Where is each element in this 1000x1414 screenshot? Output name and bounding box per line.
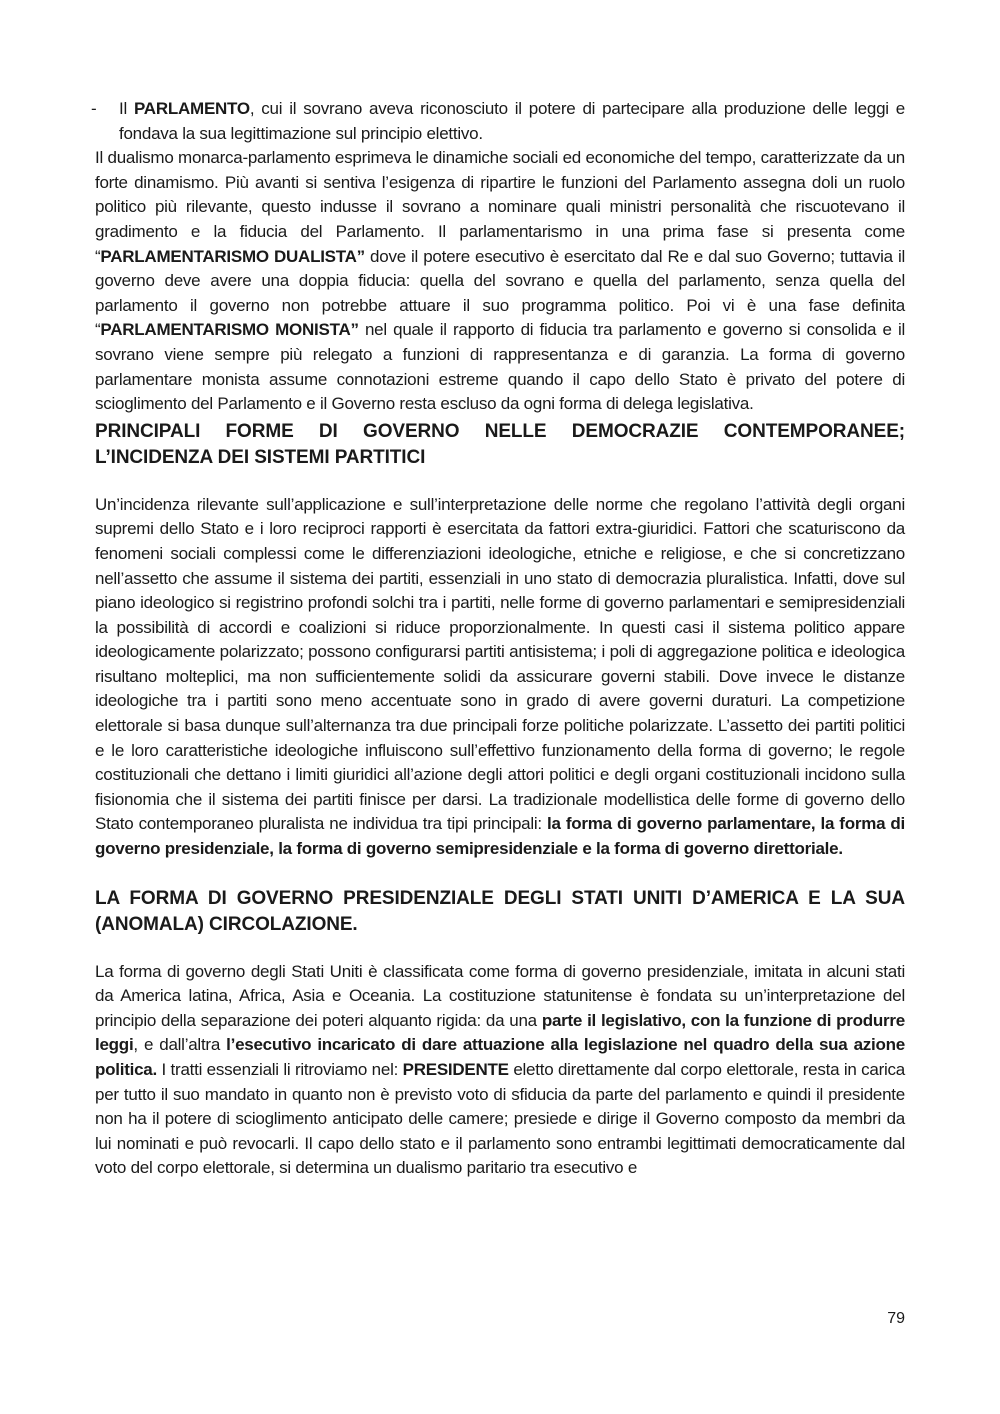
emphasis-esecutivo: l’esecutivo incaricato di dare attuazione alla legislazione nel quadro della sua azione politica. [95, 1035, 905, 1079]
text-run: Un’incidenza rilevante sull’applicazione e sull’interpretazione delle norme che regolano l’attività degli organi supremi dello Stato e i loro reciproci rapporti è esercitata da fattori extra-giuridici. Fattori che scaturiscono da fenomeni sociali complessi come le differenziazioni ideologiche, etniche e religiose, e che si concretizzano nell’assetto che assume il sistema dei partiti, essenziali in uno stato di democrazia pluralistica. Infatti, dove sul piano ideologico si registrino profondi solchi tra i partiti, nelle forme di governo parlamentari e semipresidenziali la possibilità di accordi e coalizioni si riduce proporzionalmente. In questi casi il sistema politico appare ideologicamente polarizzato; possono configurarsi partiti antisistema; i poli di aggregazione politica e ideologica risultano molteplici, ma non sufficientemente solidi da assicurare governi stabili. Dove invece le distanze ideologiche tra i partiti sono meno accentuate sono in grado di avere governi duraturi. La competizione elettorale si basa dunque sull’alternanza tra due principali forze politiche polarizzate. L’assetto dei partiti politici e le loro caratteristiche ideologiche influiscono sull’effettivo funzionamento della forma di governo; le regole costituzionali che dettano i limiti giuridici all’azione degli attori politici e degli organi costituzionali incidono sulla fisionomia che il sistema dei partiti finisce per darsi. La tradizionale modellistica delle forme di governo dello Stato contemporaneo pluralista ne individua tra tipi principali: [95, 494, 905, 834]
term-presidente: PRESIDENTE [402, 1060, 509, 1079]
page-number: 79 [887, 1310, 905, 1327]
term-parlamentarismo-dualista: PARLAMENTARISMO DUALISTA” [100, 246, 365, 266]
text-run: nel quale il rapporto di fiducia tra parlamento e governo si consolida e il sovrano viene sempre più relegato a funzioni di rappresentanza e di garanzia. La forma di governo parlamentare monista assume connotazioni estreme quando il capo dello Stato è privato del potere di scioglimento del Parlamento e il Governo resta escluso da ogni forma di delega legislativa. [95, 320, 905, 414]
list-item-text: , cui il sovrano aveva riconosciuto il potere di partecipare alla produzione delle leggi e fondava la sua legittimazione sul principio elettivo. [119, 99, 905, 143]
term-parlamento: PARLAMENTO [133, 99, 250, 118]
paragraph-forma-presidenziale [95, 960, 905, 1181]
heading-sistemi-partitici: PRINCIPALI FORME DI GOVERNO NELLE DEMOCRAZIE CONTEMPORANEE; L’INCIDENZA DEI SISTEMI PARTITICI [95, 420, 905, 468]
text-run: eletto direttamente dal corpo elettorale, resta in carica per tutto il suo mandato in quanto non è previsto voto di sfiducia da parte del parlamento e quindi il presidente non ha il potere di scioglimento anticipato delle camere; presiede e dirige il Governo composto da membri da lui nominati e può revocarli. Il capo dello stato e il parlamento sono entrambi legittimati democraticamente dal voto del corpo elettorale, si determina un dualismo paritario tra esecutivo e [95, 1060, 905, 1178]
heading-forma-presidenziale: LA FORMA DI GOVERNO PRESIDENZIALE DEGLI STATI UNITI D’AMERICA E LA SUA (ANOMALA) CIRCOLAZIONE. [95, 887, 905, 935]
text-run: Il dualismo monarca-parlamento esprimeva le dinamiche sociali ed economiche del tempo, caratterizzate da un forte dinamismo. Più avanti si sentiva l’esigenza di ripartire le funzioni del Parlamento assegna doli un ruolo politico più rilevante, questo indusse il sovrano a nominare quali ministri personalità che riscuotevano il gradimento e la fiducia del Parlamento. Il parlamentarismo in una prima fase si presenta come “ [95, 148, 905, 266]
list-item-parlamento [91, 97, 905, 146]
text-run: I tratti essenziali li ritroviamo nel: [156, 1060, 403, 1079]
list-dash: - [91, 99, 97, 118]
emphasis-legislativo: parte il legislativo, con la funzione di produrre leggi [95, 1010, 905, 1055]
text-run: La forma di governo degli Stati Uniti è classificata come forma di governo presidenziale, imitata in alcuni stati da America latina, Africa, Asia e Oceania. La costituzione statunitense è fondata su un’interpretazione del principio della separazione dei poteri alquanto rigida: da una [95, 961, 905, 1030]
paragraph-dualismo [95, 146, 905, 417]
term-parlamentarismo-monista: PARLAMENTARISMO MONISTA” [100, 320, 359, 340]
list-item-prefix: Il [119, 99, 134, 118]
paragraph-sistemi-partitici [95, 493, 905, 862]
page-body [91, 97, 906, 1181]
emphasis-forme-di-governo: la forma di governo parlamentare, la forma di governo presidenziale, la forma di governo semipresidenziale e la forma di governo direttoriale. [95, 814, 906, 859]
text-run: , e dall’altra [133, 1035, 227, 1055]
text-run: dove il potere esecutivo è esercitato dal Re e dal suo Governo; tuttavia il governo deve avere una doppia fiducia: quella del sovrano e quella del parlamento, senza quella del parlamento il governo non potrebbe attuare il suo programma politico. Poi vi è una fase definita “ [95, 246, 905, 340]
